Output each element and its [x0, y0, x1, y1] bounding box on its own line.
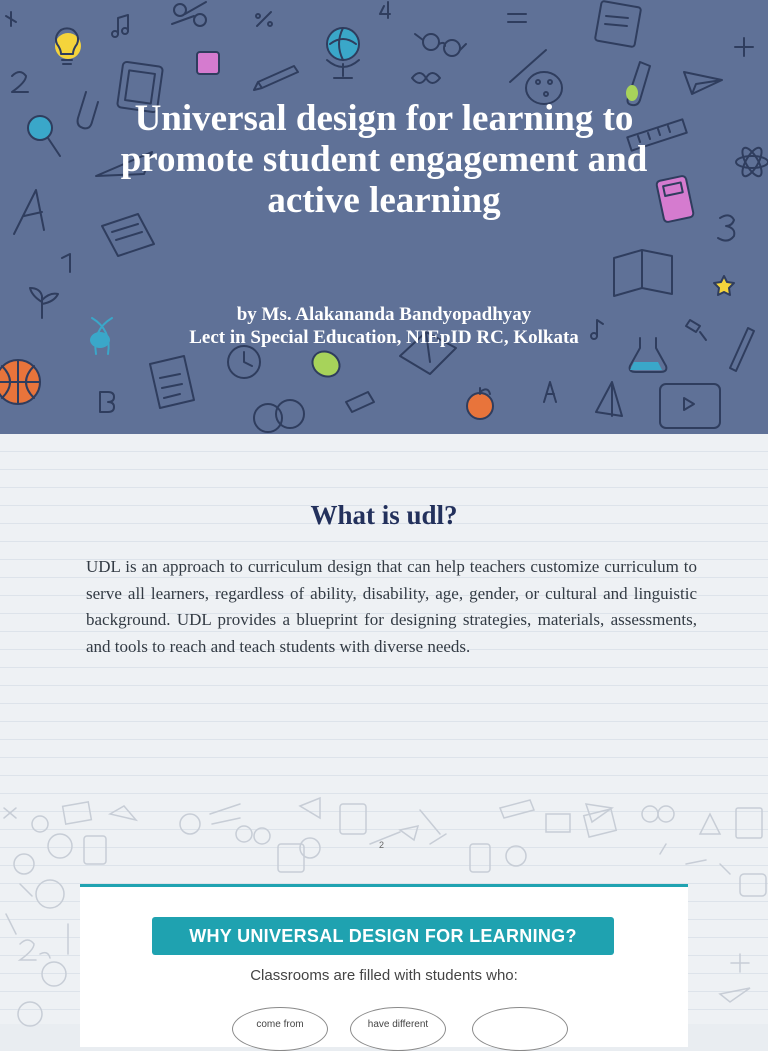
title-slide	[0, 0, 768, 434]
slide-heading: What is udl?	[310, 500, 458, 530]
page-number: 2	[379, 840, 385, 850]
bubble-third	[472, 1007, 568, 1051]
lightbulb-icon	[55, 28, 81, 64]
globe-icon	[327, 28, 359, 78]
classroom-subline: Classrooms are filled with students who:	[250, 967, 518, 984]
bubble-have-different: have different	[350, 1007, 446, 1051]
author-name: by Ms. Alakananda Bandyopadhyay	[236, 304, 532, 325]
magnifier-icon	[28, 116, 60, 156]
star-icon	[714, 276, 734, 295]
udl-definition-slide	[0, 434, 768, 1030]
scissors-icon	[172, 2, 206, 26]
apple-icon	[467, 388, 493, 419]
notebook-icon	[595, 1, 641, 47]
author-affiliation: Lect in Special Education, NIEpID RC, Kolkata	[189, 327, 579, 348]
glasses-icon	[415, 34, 466, 56]
author-block	[100, 303, 668, 349]
atom-icon	[736, 145, 768, 179]
bubble-come-from: come from	[232, 1007, 328, 1051]
paper-plane-icon	[684, 72, 722, 94]
presentation-title: Universal design for learning to promote student engagement and active learning	[120, 98, 648, 221]
why-udl-banner: WHY UNIVERSAL DESIGN FOR LEARNING?	[152, 917, 614, 955]
why-udl-slide	[80, 884, 688, 1047]
basketball-icon	[0, 360, 40, 404]
clock-icon	[228, 346, 260, 378]
palette-icon	[510, 50, 562, 104]
udl-definition-text: UDL is an approach to curriculum design that can help teachers customize curriculum to serve all learners, regardless of ability, disability, age, gender, or cultural and linguistic background. UDL provides a blueprint for designing strategies, materials, assessments, and tools to reach and teach students with diverse needs.	[86, 557, 697, 656]
